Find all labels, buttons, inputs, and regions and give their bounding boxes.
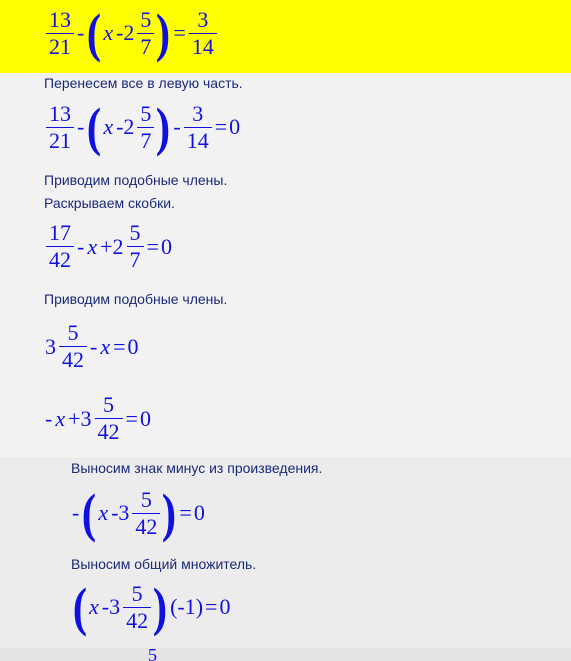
denominator: 21 bbox=[49, 127, 71, 153]
variable-x: x bbox=[88, 594, 99, 619]
zero: 0 bbox=[139, 405, 151, 431]
variable-x: x bbox=[103, 20, 114, 45]
fraction-5-42 bbox=[59, 320, 87, 373]
numerator: 5 bbox=[129, 220, 141, 245]
denominator: 7 bbox=[140, 127, 152, 153]
whole-part: +2 bbox=[100, 233, 124, 259]
step-note: Раскрываем скобки. bbox=[44, 195, 175, 211]
close-paren: ) bbox=[152, 577, 168, 637]
zero: 0 bbox=[219, 594, 231, 619]
whole-part: -3 bbox=[101, 594, 121, 619]
fraction-5-42 bbox=[132, 487, 160, 540]
minus-sign: - bbox=[77, 233, 85, 259]
zero: 0 bbox=[127, 333, 139, 359]
equals-sign: = bbox=[179, 500, 192, 525]
zero: 0 bbox=[160, 233, 172, 259]
minus-sign: - bbox=[90, 333, 98, 359]
close-paren: ) bbox=[162, 483, 177, 543]
denominator: 21 bbox=[49, 33, 71, 59]
step-note: Перенесем все в левую часть. bbox=[44, 75, 243, 91]
numerator: 17 bbox=[49, 220, 71, 245]
equation-step-2 bbox=[44, 97, 241, 157]
equation-original bbox=[44, 3, 219, 63]
equals-sign: = bbox=[125, 405, 138, 431]
equals-sign: = bbox=[113, 333, 126, 359]
equation-step-7 bbox=[71, 577, 231, 637]
fraction-13-21 bbox=[46, 101, 74, 154]
numerator: 3 bbox=[197, 6, 209, 32]
denominator: 14 bbox=[191, 33, 214, 59]
minus-sign: - bbox=[72, 500, 80, 525]
open-paren: ( bbox=[87, 3, 102, 63]
fraction-5-7 bbox=[137, 7, 154, 60]
whole-part: 3 bbox=[45, 333, 56, 359]
minus-sign: - bbox=[77, 114, 85, 139]
equation-step-6 bbox=[71, 483, 206, 543]
whole-part: -2 bbox=[116, 114, 135, 139]
step-note: Приводим подобные члены. bbox=[44, 291, 228, 307]
variable-x: x bbox=[98, 500, 109, 525]
zero: 0 bbox=[193, 500, 205, 525]
step-note: Выносим знак минус из произведения. bbox=[71, 460, 323, 476]
equals-sign: = bbox=[173, 20, 186, 45]
variable-x: x bbox=[87, 233, 98, 259]
fraction-5-42 bbox=[95, 392, 123, 445]
close-paren: ) bbox=[156, 3, 171, 63]
step-note: Выносим общий множитель. bbox=[71, 556, 257, 572]
equals-sign: = bbox=[214, 114, 228, 139]
whole-part: +3 bbox=[68, 405, 92, 431]
numerator: 13 bbox=[49, 100, 71, 126]
denominator: 7 bbox=[129, 247, 141, 272]
numerator: 5 bbox=[103, 392, 115, 417]
minus-sign: - bbox=[77, 20, 85, 45]
fraction-17-42 bbox=[46, 220, 74, 273]
numerator: 13 bbox=[49, 6, 71, 32]
equation-step-5 bbox=[44, 392, 152, 445]
numerator: 5 bbox=[140, 100, 152, 126]
numerator: 5 bbox=[67, 320, 79, 345]
open-paren: ( bbox=[82, 483, 97, 543]
equation-step-4 bbox=[44, 320, 140, 373]
variable-x: x bbox=[55, 405, 66, 431]
denominator: 7 bbox=[140, 33, 152, 59]
whole-part: -3 bbox=[111, 500, 130, 525]
denominator: 42 bbox=[97, 419, 120, 444]
denominator: 42 bbox=[49, 247, 71, 272]
fraction-3-14 bbox=[184, 101, 212, 154]
equals-sign: = bbox=[146, 233, 159, 259]
denominator: 42 bbox=[126, 607, 149, 633]
fraction-3-14 bbox=[189, 7, 217, 60]
denominator: 14 bbox=[186, 127, 209, 153]
step-note: Приводим подобные члены. bbox=[44, 172, 228, 188]
minus-sign: - bbox=[173, 114, 181, 139]
numerator: 5 bbox=[140, 486, 152, 512]
variable-x: x bbox=[100, 333, 111, 359]
fraction-5-42 bbox=[123, 581, 151, 634]
factor-minus-one: (-1) bbox=[170, 594, 204, 619]
zero: 0 bbox=[229, 114, 241, 139]
numerator: 5 bbox=[131, 580, 143, 606]
denominator: 42 bbox=[62, 347, 84, 372]
minus-sign: - bbox=[45, 405, 53, 431]
fraction-5-7 bbox=[137, 101, 154, 154]
equation-step-3 bbox=[44, 220, 173, 273]
equals-sign: = bbox=[205, 594, 218, 619]
numerator: 5 bbox=[148, 649, 157, 661]
open-paren: ( bbox=[72, 577, 88, 637]
numerator: 5 bbox=[140, 6, 152, 32]
denominator: 42 bbox=[135, 513, 158, 539]
partial-next-step bbox=[148, 649, 157, 661]
next-block-edge bbox=[0, 648, 571, 661]
fraction-5-7 bbox=[127, 220, 144, 273]
fraction-13-21 bbox=[46, 7, 74, 60]
open-paren: ( bbox=[87, 97, 102, 157]
variable-x: x bbox=[103, 114, 114, 139]
numerator: 3 bbox=[192, 100, 204, 126]
whole-part: -2 bbox=[116, 20, 135, 45]
close-paren: ) bbox=[156, 97, 171, 157]
